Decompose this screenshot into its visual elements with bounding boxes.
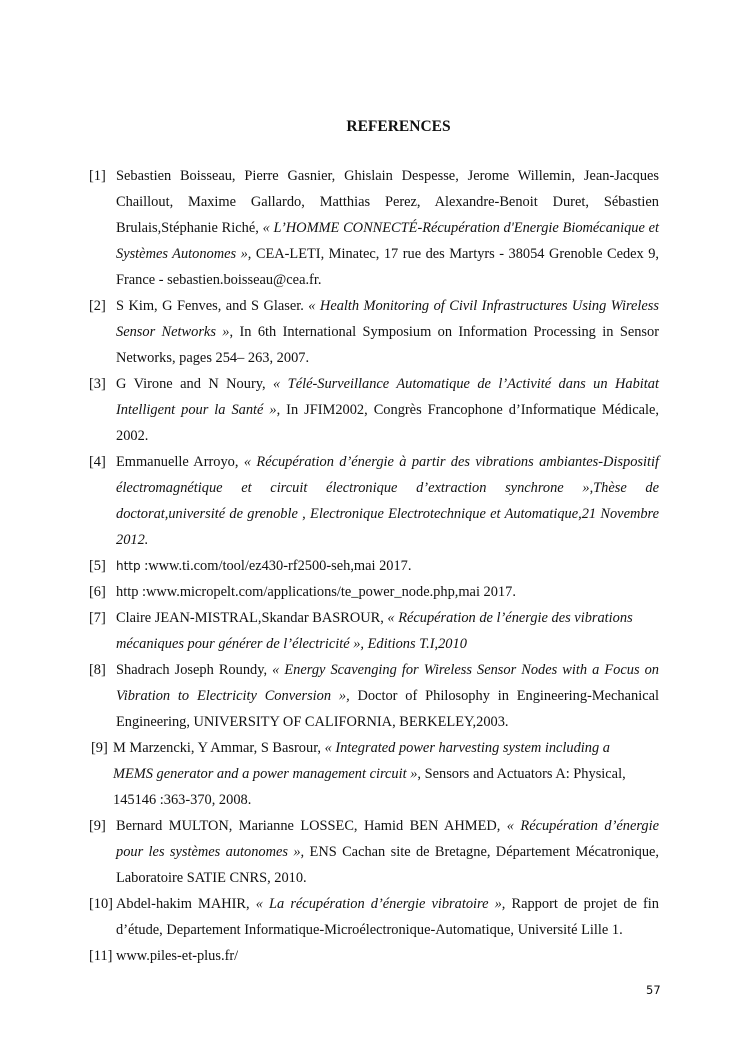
reference-text <box>116 449 659 553</box>
reference-title: « Health Monitoring of Civil Infrastructures Using Wireless Sensor Networks » <box>116 298 659 340</box>
reference-number: [7] <box>89 610 106 626</box>
reference-text <box>116 371 659 449</box>
reference-item <box>89 163 659 293</box>
reference-item <box>89 657 659 735</box>
reference-title: « Integrated power harvesting system including a MEMS generator and a power management circuit » <box>113 740 610 782</box>
reference-authors: Sebastien Boisseau, Pierre Gasnier, Ghislain Despesse, Jerome Willemin, Jean-Jacques Chaillout, Maxime Gallardo, Matthias Perez, Alexandre-Benoit Duret, Sébastien Brulais,Stéphanie Riché, <box>116 168 659 236</box>
reference-text <box>116 163 659 293</box>
reference-item <box>89 813 659 891</box>
reference-link: :www.ti.com/tool/ez430-rf2500-seh,mai 2017. <box>140 558 412 574</box>
reference-number: [11] <box>89 948 113 964</box>
reference-authors: Abdel-hakim MAHIR, <box>116 896 256 912</box>
reference-text <box>116 813 659 891</box>
reference-item <box>89 371 659 449</box>
reference-link: www.piles-et-plus.fr/ <box>116 948 239 964</box>
reference-text <box>116 605 659 657</box>
reference-title: « Récupération d’énergie à partir des vibrations ambiantes-Dispositif électromagnétique et circuit électronique d’extraction synchrone »,Thèse de doctorat,université de grenoble , Electronique Electrotechnique et Automatique,21 Novembre 2012. <box>116 454 660 548</box>
reference-authors: Claire JEAN-MISTRAL,Skandar BASROUR, <box>116 610 388 626</box>
reference-source: , In 6th International Symposium on Information Processing in Sensor Networks, pages 254– 263, 2007. <box>116 324 659 366</box>
reference-item <box>91 735 659 813</box>
reference-text <box>116 891 659 943</box>
reference-number: [9] <box>91 740 108 756</box>
reference-number: [9] <box>89 818 106 834</box>
reference-authors: S Kim, G Fenves, and S Glaser. <box>116 298 309 314</box>
reference-number: [10] <box>89 896 113 912</box>
reference-authors: Emmanuelle Arroyo, <box>116 454 244 470</box>
reference-text <box>113 735 659 813</box>
page-number: 57 <box>646 983 661 997</box>
reference-source: , CEA-LETI, Minatec, 17 rue des Martyrs - 38054 Grenoble Cedex 9, France - sebastien.boisseau@cea.fr. <box>116 246 659 288</box>
page-title: REFERENCES <box>346 118 451 135</box>
reference-item <box>89 449 659 553</box>
reference-number: [6] <box>89 584 106 600</box>
reference-authors: Bernard MULTON, Marianne LOSSEC, Hamid BEN AHMED, <box>116 818 507 834</box>
reference-number: [4] <box>89 454 106 470</box>
reference-title: « Energy Scavenging for Wireless Sensor Nodes with a Focus on Vibration to Electricity Conversion », <box>116 662 659 704</box>
reference-source: , In JFIM2002, Congrès Francophone d’Informatique Médicale, 2002. <box>116 402 659 444</box>
reference-title: « L’HOMME CONNECTÉ-Récupération d'Energie Biomécanique et Systèmes Autonomes » <box>116 220 659 262</box>
reference-item <box>89 891 659 943</box>
reference-source: Rapport de projet de fin d’étude, Departement Informatique-Microélectronique-Automatique, Université Lille 1. <box>116 896 659 938</box>
reference-number: [1] <box>89 168 106 184</box>
reference-text <box>116 553 659 579</box>
reference-item <box>89 943 659 969</box>
reference-item <box>89 605 659 657</box>
reference-number: [8] <box>89 662 106 678</box>
reference-title: « Récupération de l’énergie des vibrations mécaniques pour générer de l’électricité », Editions T.I,2010 <box>116 610 633 652</box>
reference-source: , Sensors and Actuators A: Physical, 145146 :363-370, 2008. <box>113 766 626 808</box>
reference-item <box>89 553 659 579</box>
reference-item <box>89 293 659 371</box>
reference-number: [2] <box>89 298 106 314</box>
reference-text <box>116 293 659 371</box>
reference-title: « La récupération d’énergie vibratoire », <box>255 896 506 912</box>
reference-title: « Récupération d’énergie pour les systèmes autonomes », <box>116 818 659 860</box>
reference-authors: G Virone and N Noury, <box>116 376 274 392</box>
reference-link: http :www.micropelt.com/applications/te_power_node.php,mai 2017. <box>116 584 516 600</box>
reference-number: [3] <box>89 376 106 392</box>
reference-source: Doctor of Philosophy in Engineering-Mechanical Engineering, UNIVERSITY OF CALIFORNIA, BERKELEY,2003. <box>116 688 659 730</box>
reference-authors: M Marzencki, Y Ammar, S Basrour, <box>113 740 325 756</box>
reference-item <box>89 579 659 605</box>
reference-title: « Télé-Surveillance Automatique de l’Activité dans un Habitat Intelligent pour la Santé » <box>116 376 659 418</box>
reference-authors: Shadrach Joseph Roundy, <box>116 662 273 678</box>
reference-source: ENS Cachan site de Bretagne, Département Mécatronique, Laboratoire SATIE CNRS, 2010. <box>116 844 659 886</box>
reference-list <box>89 163 659 969</box>
reference-number: [5] <box>89 558 106 574</box>
reference-link-prefix: http <box>116 559 141 573</box>
reference-text <box>116 657 659 735</box>
